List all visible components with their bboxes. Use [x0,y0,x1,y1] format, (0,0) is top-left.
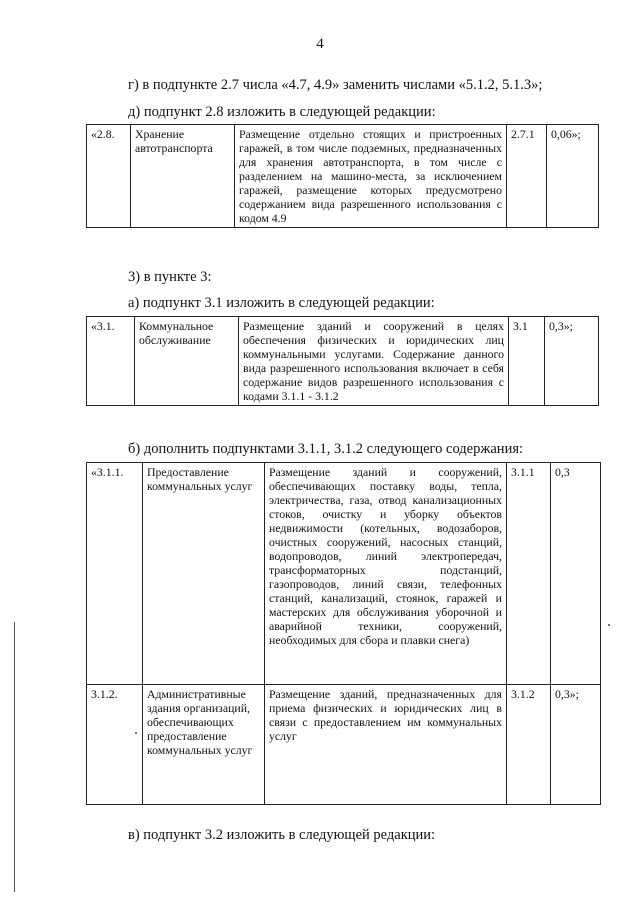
row-value: 0,3 [551,463,601,685]
paragraph-g: г) в подпункте 2.7 числа «4.7, 4.9» заменить числами «5.1.2, 5.1.3»; [128,77,543,93]
scan-margin-line [14,622,15,892]
table-row [87,685,601,805]
row-num: 2.7.1 [507,125,547,228]
row-code: 3.1.2. [87,685,143,805]
paragraph-b: б) дополнить подпунктами 3.1.1, 3.1.2 следующего содержания: [128,441,524,457]
table-subpoints-3-1-1-3-1-2 [86,462,601,805]
paragraph-a: а) подпункт 3.1 изложить в следующей редакции: [128,295,435,311]
row-num: 3.1.1 [507,463,551,685]
row-description: Размещение зданий, предназначенных для приема физических и юридических лиц в связи с предоставлением им коммунальных услуг [265,685,507,805]
table-subpoint-2-8 [86,124,599,228]
row-name: Административные здания организаций, обеспечивающих предоставление коммунальных услуг [143,685,265,805]
row-name: Хранение автотранспорта [131,125,235,228]
row-code: «2.8. [87,125,131,228]
row-value: 0,3»; [551,685,601,805]
page-number: 4 [316,36,324,52]
row-num: 3.1 [509,317,545,406]
row-code: «3.1. [87,317,135,406]
row-description: Размещение зданий и сооружений, обеспечивающих поставку воды, тепла, электричества, газа, отвод канализационных стоков, очистку и уборку объектов недвижимости (котельных, водозаборов, очистных сооружений, насосных станций, водопроводов, линий электропередач, трансформаторных подстанций, газопроводов, линий связи, телефонных станций, канализаций, стоянок, гаражей и мастерских для обслуживания уборочной и аварийной техники, сооружений, необходимых для сбора и плавки снега) [265,463,507,685]
row-name: Предоставление коммунальных услуг [143,463,265,685]
paragraph-3: 3) в пункте 3: [128,269,212,285]
table-row [87,125,599,228]
row-code: «3.1.1. [87,463,143,685]
row-description: Размещение отдельно стоящих и пристроенных гаражей, в том числе подземных, предназначенных для хранения автотранспорта, в том числе с разделением на машино-места, за исключением гаражей, размещение которых предусмотрено содержанием вида разрешенного использования с кодом 4.9 [235,125,507,228]
table-row [87,317,599,406]
scan-speck [135,732,137,734]
row-name: Коммунальное обслуживание [135,317,239,406]
row-value: 0,3»; [545,317,599,406]
paragraph-d: д) подпункт 2.8 изложить в следующей редакции: [128,104,436,120]
row-description: Размещение зданий и сооружений в целях обеспечения физических и юридических лиц коммунальными услугами. Содержание данного вида разрешенного использования включает в себя содержание видов разрешенного использования с кодами 3.1.1 - 3.1.2 [239,317,509,406]
scan-speck [608,624,610,626]
table-subpoint-3-1 [86,316,599,406]
row-num: 3.1.2 [507,685,551,805]
table-row [87,463,601,685]
paragraph-v: в) подпункт 3.2 изложить в следующей редакции: [128,827,436,843]
row-value: 0,06»; [547,125,599,228]
